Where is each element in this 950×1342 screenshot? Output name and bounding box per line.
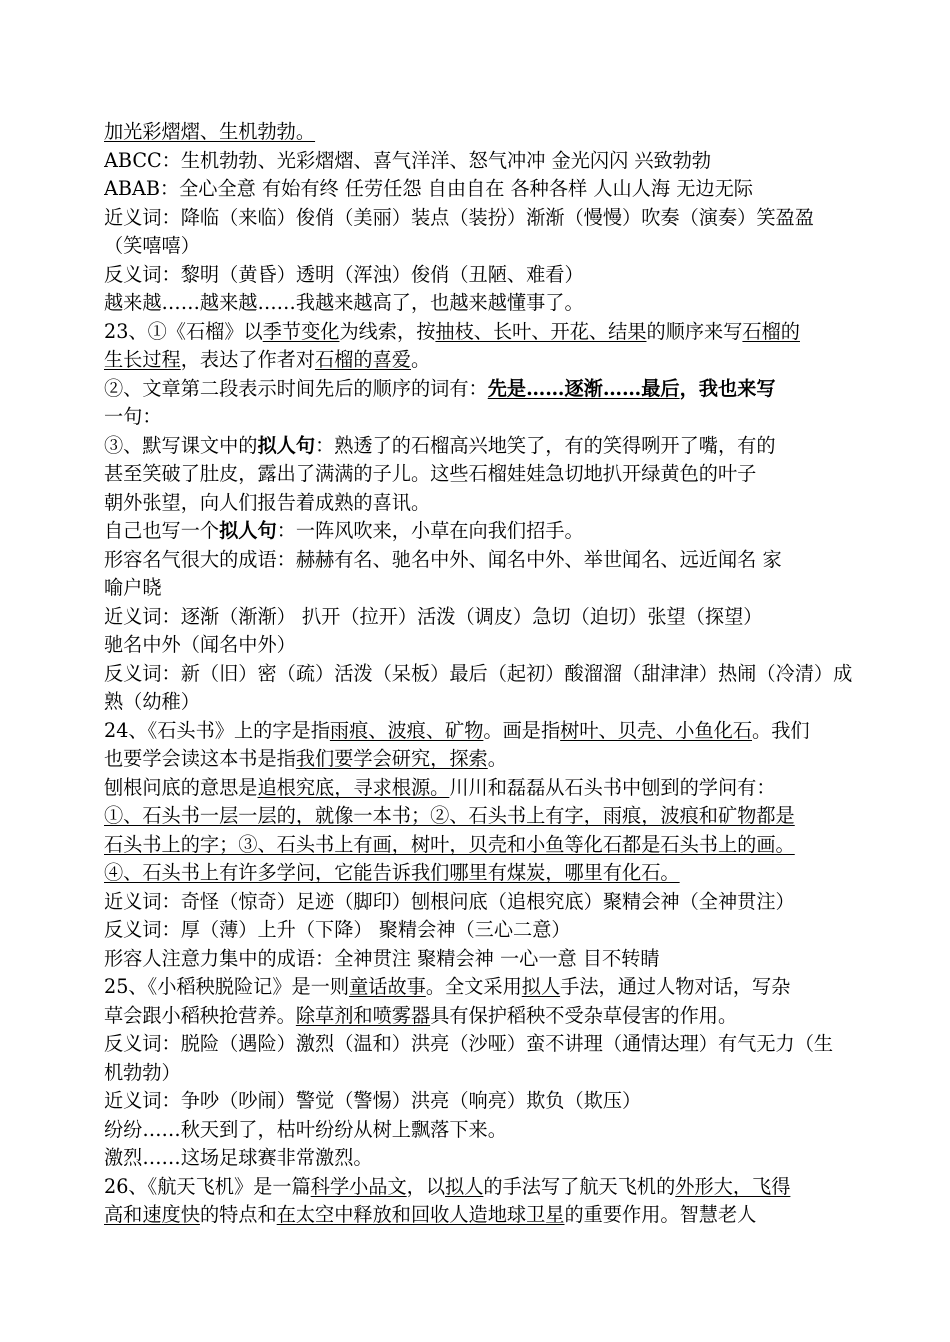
underlined-text: 科学小品文 bbox=[310, 1174, 407, 1198]
text-segment: 反义词：脱险（遇险）激烈（温和）洪亮（沙哑）蛮不讲理（通情达理）有气无力（生 bbox=[104, 1032, 834, 1055]
text-segment: 为线索，按 bbox=[339, 319, 436, 343]
text-segment: ，表达了作者对 bbox=[180, 348, 316, 371]
bold-text: ，我也来写 bbox=[679, 376, 776, 400]
underlined-text: 在太空中释放和回收人造地球卫星 bbox=[276, 1203, 565, 1226]
text-segment: 反义词：新（旧）密（疏）活泼（呆板）最后（起初）酸溜溜（甜津津）热闹（冷清）成 bbox=[104, 661, 853, 685]
text-line bbox=[104, 1087, 854, 1116]
text-line bbox=[104, 1002, 854, 1031]
underlined-text: ①、石头书一层一层的，就像一本书；②、石头书上有字，雨痕，波痕和矿物都是 bbox=[104, 804, 795, 827]
text-line bbox=[104, 375, 854, 404]
underlined-text: 拟人 bbox=[521, 975, 561, 998]
document-page bbox=[104, 118, 854, 1230]
text-segment: 24、《石头书》上的字是指 bbox=[104, 718, 330, 742]
text-segment: （笑嘻嘻） bbox=[104, 234, 200, 257]
text-line bbox=[104, 1030, 854, 1059]
text-segment: 也要学会读这本书是指 bbox=[104, 747, 296, 770]
text-segment: 喻户晓 bbox=[104, 576, 162, 599]
text-segment: 熟（幼稚） bbox=[104, 690, 200, 713]
underlined-text: 生长过程 bbox=[104, 348, 181, 371]
text-line bbox=[104, 574, 854, 603]
text-segment: ：熟透了的石榴高兴地笑了，有的笑得咧开了嘴，有的 bbox=[315, 433, 776, 457]
text-segment: ABAB：全心全意 有始有终 任劳任怨 自由自在 各种各样 人山人海 无边无际 bbox=[104, 177, 753, 200]
text-line bbox=[104, 1144, 854, 1173]
underlined-text: ④、石头书上有许多学问，它能告诉我们哪里有煤炭，哪里有化石。 bbox=[104, 861, 680, 884]
text-line bbox=[104, 517, 854, 546]
text-segment: 。画是指 bbox=[483, 718, 561, 742]
bold-text: 拟人句 bbox=[219, 519, 277, 542]
underlined-text: 石头书上的字；③、石头书上有画，树叶，贝壳和小鱼等化石都是石头书上的画。 bbox=[104, 832, 795, 856]
bold-text: 拟人句 bbox=[257, 433, 316, 457]
underlined-text: 童话故事 bbox=[349, 975, 426, 998]
text-line bbox=[104, 831, 854, 860]
text-line bbox=[104, 973, 854, 1002]
text-line bbox=[104, 688, 854, 717]
text-line bbox=[104, 432, 854, 461]
text-segment: 川川和磊磊从石头书中刨到的学问有： bbox=[449, 775, 776, 799]
text-segment: 具有保护稻秧不受杂草侵害的作用。 bbox=[430, 1003, 738, 1027]
text-line bbox=[104, 346, 854, 375]
text-segment: 近义词：逐渐（渐渐） 扒开（拉开）活泼（调皮）急切（迫切）张望（探望） bbox=[104, 604, 763, 628]
text-segment: ABCC：生机勃勃、光彩熠熠、喜气洋洋、怒气冲冲 金光闪闪 兴致勃勃 bbox=[104, 148, 712, 172]
text-segment: 驰名中外（闻名中外） bbox=[104, 633, 296, 656]
underlined-text: 加光彩熠熠、生机勃勃。 bbox=[104, 120, 316, 143]
text-line bbox=[104, 204, 854, 233]
text-segment: 反义词：厚（薄）上升（下降） 聚精会神（三心二意） bbox=[104, 918, 571, 941]
text-line bbox=[104, 232, 854, 261]
text-line bbox=[104, 403, 854, 432]
text-line bbox=[104, 460, 854, 489]
underlined-text: 拟人 bbox=[445, 1174, 484, 1198]
text-segment: 甚至笑破了肚皮，露出了满满的子儿。这些石榴娃娃急切地扒开绿黄色的叶子 bbox=[104, 462, 757, 485]
text-line bbox=[104, 717, 854, 746]
text-segment: 刨根问底的意思是 bbox=[104, 775, 258, 799]
text-segment: 激烈……这场足球赛非常激烈。 bbox=[104, 1146, 373, 1169]
text-line bbox=[104, 888, 854, 917]
text-segment: 。 bbox=[411, 348, 431, 371]
text-segment: 形容人注意力集中的成语：全神贯注 聚精会神 一心一意 目不转睛 bbox=[104, 946, 660, 970]
text-segment: 形容名气很大的成语：赫赫有名、驰名中外、闻名中外、举世闻名、远近闻名 家 bbox=[104, 547, 782, 571]
text-segment: 机勃勃） bbox=[104, 1060, 181, 1084]
text-segment: 。我们 bbox=[752, 718, 810, 742]
text-line bbox=[104, 631, 854, 660]
text-line bbox=[104, 1201, 854, 1230]
text-line bbox=[104, 118, 854, 147]
text-line bbox=[104, 859, 854, 888]
text-segment: 近义词：争吵（吵闹）警觉（警惕）洪亮（响亮）欺负（欺压） bbox=[104, 1089, 642, 1112]
text-segment: 的重要作用。智慧老人 bbox=[564, 1203, 757, 1226]
text-line bbox=[104, 660, 854, 689]
text-segment: 草会跟小稻秧抢营养。 bbox=[104, 1003, 296, 1027]
text-segment: 26、《航天飞机》是一篇 bbox=[104, 1174, 311, 1198]
underlined-text: 我们要学会研究，探索 bbox=[295, 747, 488, 770]
underlined-text: 石榴的喜爱 bbox=[315, 348, 411, 371]
text-line bbox=[104, 175, 854, 204]
text-segment: 。 bbox=[487, 747, 507, 770]
text-segment: 一句： bbox=[104, 405, 162, 428]
text-line bbox=[104, 489, 854, 518]
text-segment: 纷纷……秋天到了，枯叶纷纷从树上飘落下来。 bbox=[104, 1117, 507, 1141]
underlined-text: 树叶、贝壳、小鱼化石 bbox=[560, 718, 753, 742]
underlined-text: 高和速度快 bbox=[104, 1203, 200, 1226]
text-segment: ②、文章第二段表示时间先后的顺序的词有： bbox=[104, 376, 488, 400]
underlined-text: 抽枝、长叶、开花、结果 bbox=[435, 319, 647, 343]
text-segment: 手法，通过人物对话，写杂 bbox=[560, 975, 791, 998]
underlined-text: 外形大，飞得 bbox=[675, 1174, 791, 1198]
underlined-text: 雨痕、波痕、矿物 bbox=[329, 718, 484, 742]
text-segment: ，以 bbox=[406, 1174, 446, 1198]
text-segment: 25、《小稻秧脱险记》是一则 bbox=[104, 975, 350, 998]
text-line bbox=[104, 318, 854, 347]
text-line bbox=[104, 147, 854, 176]
text-segment: 越来越……越来越……我越来越高了，也越来越懂事了。 bbox=[104, 291, 584, 314]
text-line bbox=[104, 745, 854, 774]
underlined-text: 石榴的 bbox=[742, 319, 800, 343]
text-segment: 23、①《石榴》以 bbox=[104, 319, 263, 343]
underlined-text: 先是……逐渐……最后 bbox=[487, 376, 680, 400]
text-segment: 近义词：降临（来临）俊俏（美丽）装点（装扮）渐渐（慢慢）吹奏（演奏）笑盈盈 bbox=[104, 205, 814, 229]
text-segment: 的顺序来写 bbox=[646, 319, 743, 343]
text-segment: 自己也写一个 bbox=[104, 519, 220, 542]
underlined-text: 追根究底，寻求根源。 bbox=[257, 775, 450, 799]
text-segment: 近义词：奇怪（惊奇）足迹（脚印）刨根问底（追根究底）聚精会神（全神贯注） bbox=[104, 889, 795, 913]
text-line bbox=[104, 802, 854, 831]
text-segment: ：一阵风吹来，小草在向我们招手。 bbox=[276, 519, 584, 542]
text-line bbox=[104, 261, 854, 290]
text-line bbox=[104, 1173, 854, 1202]
text-line bbox=[104, 774, 854, 803]
text-line bbox=[104, 945, 854, 974]
text-segment: 的手法写了航天飞机的 bbox=[483, 1174, 676, 1198]
text-line bbox=[104, 289, 854, 318]
text-segment: 。全文采用 bbox=[425, 975, 522, 998]
text-line bbox=[104, 1059, 854, 1088]
text-line bbox=[104, 1116, 854, 1145]
text-segment: ③、默写课文中的 bbox=[104, 433, 258, 457]
text-segment: 的特点和 bbox=[199, 1203, 277, 1226]
text-line bbox=[104, 916, 854, 945]
underlined-text: 除草剂和喷雾器 bbox=[295, 1003, 431, 1027]
text-line bbox=[104, 546, 854, 575]
text-segment: 朝外张望，向人们报告着成熟的喜讯。 bbox=[104, 490, 431, 514]
underlined-text: 季节变化 bbox=[262, 319, 340, 343]
text-line bbox=[104, 603, 854, 632]
text-segment: 反义词：黎明（黄昏）透明（浑浊）俊俏（丑陋、难看） bbox=[104, 262, 584, 286]
